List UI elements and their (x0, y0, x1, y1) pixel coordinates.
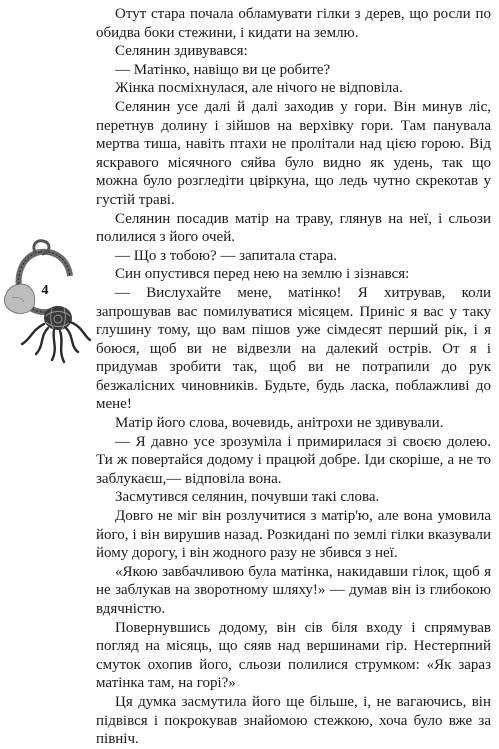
paragraph: Повернувшись додому, він сів біля входу і спрямував погляд на місяць, що сяяв над вершинами гір. Нестерпний смуток охопив його, сльози полилися струмком: «Як зараз матінка там, на горі?» (96, 619, 491, 692)
paragraph: Засмутився селянин, почувши такі слова. (115, 489, 380, 506)
paragraph: Ця думка засмутила його ще більше, і, не вагаючись, він підвівся і покрокував знайомою стежкою, хоча було вже за північ. (96, 693, 491, 748)
paragraph: — Матінко, навіщо ви це робите? (115, 61, 331, 78)
paragraph: Син опустився перед нею на землю і зізнався: (115, 266, 410, 283)
paragraph: — Я давно усе зрозуміла і примирилася зі своєю долею. Ти ж повертайся додому і працюй добре. Іди скоріше, а не то заблукаєш,— відповіла вона. (96, 433, 491, 487)
paragraph: Отут стара почала обламувати гілки з дерев, що росли по обидва боки стежини, і кидати на землю. (96, 6, 491, 41)
paragraph: — Вислухайте мене, матінко! Я хитрував, коли запрошував вас помилуватися місяцем. Приніс я вас у таку глушину тому, що вам пішов уже сімдесят перший рік, і я боюся, щоб ви не відвезли на далекий острів. От я і придумав зробити так, щоб ви не потрапили до рук безжалісних чиновників. Будьте, будь ласка, поблажливі до мене! (96, 284, 491, 413)
paragraph: Селянин здивувався: (115, 43, 248, 60)
story-text (96, 5, 491, 749)
paragraph: Довго не міг він розлучитися з матір'ю, але вона умовила його, і він вирушив назад. Розкидані по землі гілки вказували йому дорогу, і він жодного разу не збився з неї. (96, 508, 491, 562)
paragraph: Селянин усе далі й далі заходив у гори. Він минув ліс, перетнув долину і зійшов на верхівку гори. Там панувала мертва тиша, навіть птахи не пролітали над цією горою. Від яскравого місячного сяйва було видно як удень, так що можна було розгледіти цвіркуна, що ледь чутно скрекотав у густій траві. (96, 98, 491, 208)
knot-tassel-ornament-icon (0, 236, 96, 366)
paragraph: Селянин посадив матір на траву, глянув на неї, і сльози полилися з його очей. (96, 210, 491, 246)
paragraph: «Якою завбачливою була матінка, накидавши гілок, щоб я не заблукав на зворотному шляху!» — думав він із глибокою вдячністю. (96, 563, 491, 617)
paragraph: — Що з тобою? — запитала стара. (115, 247, 337, 264)
paragraph: Матір його слова, вочевидь, анітрохи не здивували. (115, 415, 444, 432)
paragraph: Жінка посміхнулася, але нічого не відповіла. (115, 80, 403, 97)
chapter-number: 4 (41, 283, 49, 298)
